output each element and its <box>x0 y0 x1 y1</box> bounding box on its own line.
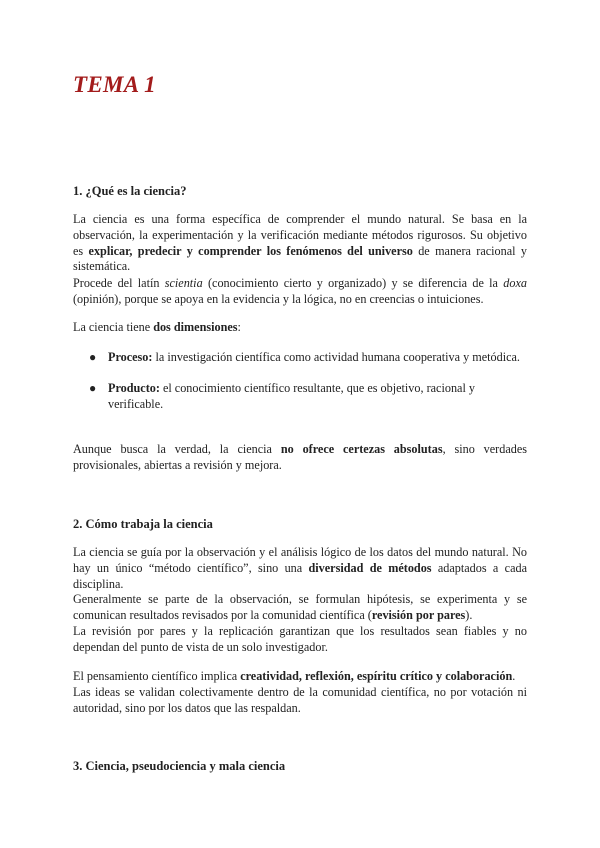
bold-text: Proceso: <box>108 350 153 364</box>
bold-text: explicar, predecir y comprender los fenómenos del universo <box>88 243 413 258</box>
bullet-icon: ● <box>89 381 97 395</box>
italic-text: scientia <box>164 276 203 290</box>
text-span: Aunque busca la verdad, la ciencia <box>73 442 281 456</box>
section-1-heading: 1. ¿Qué es la ciencia? <box>73 184 187 198</box>
section-1-paragraph-1 <box>73 212 527 275</box>
dimensions-list-2 <box>73 381 527 413</box>
section-1-paragraph-2 <box>73 276 527 308</box>
section-2-paragraph-5: Las ideas se validan colectivamente dentro de la comunidad científica, no por votación ni autoridad, sino por los datos que las respaldan. <box>73 685 527 715</box>
bullet-icon: ● <box>89 350 97 364</box>
section-2-paragraph-3: La revisión por pares y la replicación garantizan que los resultados sean fiables y no dependan del punto de vista de un solo investigador. <box>73 624 527 654</box>
text-span: de manera racional y sistemática. <box>73 243 527 274</box>
text-span: La ciencia es una forma específica de comprender el mundo natural. Se basa en la observación, la experimentación y la verificación mediante métodos rigurosos. Su objetivo es <box>73 212 527 258</box>
text-span: (opinión), porque se apoya en la evidencia y la lógica, no en creencias o intuiciones. <box>73 291 484 306</box>
text-span: : <box>237 320 241 334</box>
text-span: Generalmente se parte de la observación, se formulan hipótesis, se experimenta y se comunican resultados revisados por la comunidad científica ( <box>73 592 527 622</box>
text-span: La ciencia tiene <box>73 320 154 334</box>
text-span: (conocimiento cierto y organizado) y se diferencia de la <box>202 276 504 290</box>
text-span: Procede del latín <box>73 276 165 290</box>
section-1-paragraph-3 <box>73 320 527 336</box>
bold-text: creatividad, reflexión, espíritu crítico y colaboración <box>240 669 513 683</box>
section-1-paragraph-4 <box>73 442 527 474</box>
section-3-heading: 3. Ciencia, pseudociencia y mala ciencia <box>73 759 286 773</box>
text-span: el conocimiento científico resultante, que es objetivo, racional y verificable. <box>108 381 475 411</box>
text-span: ). <box>465 607 473 622</box>
page-title: TEMA 1 <box>73 72 156 97</box>
bold-text: Producto: <box>108 381 160 395</box>
text-span: , sino verdades provisionales, abiertas a revisión y mejora. <box>73 442 527 472</box>
text-span: la investigación científica como actividad humana cooperativa y metódica. <box>152 350 520 364</box>
section-2-paragraph-1 <box>73 545 527 592</box>
text-span: La ciencia se guía por la observación y el análisis lógico de los datos del mundo natural. No hay un único “método científico”, sino una <box>73 545 527 575</box>
section-2-heading: 2. Cómo trabaja la ciencia <box>73 517 213 531</box>
bold-text: diversidad de métodos <box>308 560 432 575</box>
italic-text: doxa <box>503 276 527 290</box>
dimensions-list <box>73 350 527 366</box>
bold-text: no ofrece certezas absolutas <box>280 442 443 456</box>
list-item <box>73 381 527 413</box>
text-span: . <box>512 669 516 683</box>
text-span: El pensamiento científico implica <box>73 669 241 683</box>
text-span: adaptados a cada disciplina. <box>73 560 527 591</box>
section-2-paragraph-2 <box>73 592 527 624</box>
bold-text: dos dimensiones <box>153 320 238 334</box>
list-item <box>73 350 527 366</box>
bold-text: revisión por pares <box>371 607 466 622</box>
section-2-paragraph-4 <box>73 669 527 685</box>
